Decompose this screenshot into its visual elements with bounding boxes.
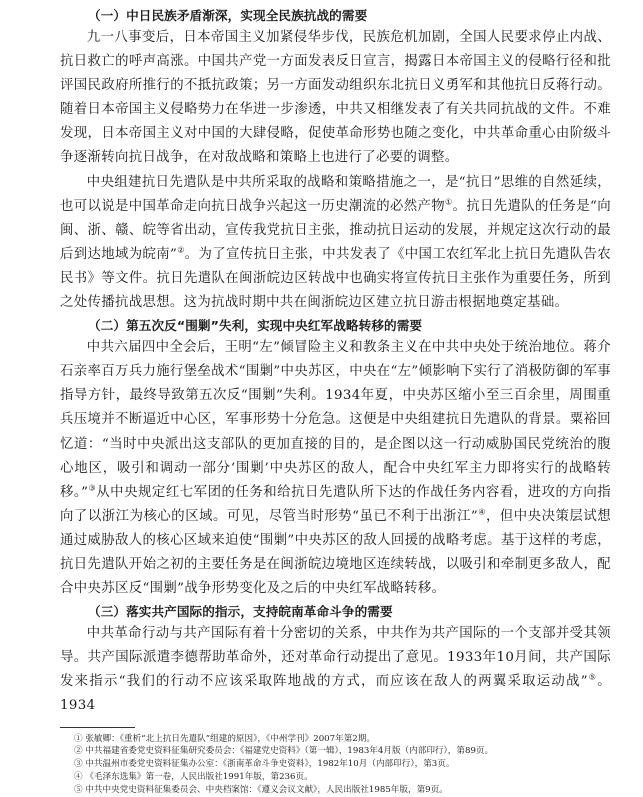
paragraph <box>60 26 611 171</box>
paragraph-text: 中共六届四中全会后，王明“左”倾冒险主义和教条主义在中共中央处于统治地位。蒋介石亲率百万兵力施行堡垒战术“围剿”中央苏区，中央在“左”倾影响下实行了消极防御的军事指导方针，最终导致第五次反“围剿”失利。1934年夏，中央苏区缩小至三百余里，周围重兵压境并不断逼近中心区，军事形势十分危急。这便是中央组建抗日先遣队的背景。粟裕回忆道：“当时中央派出这支部队的更加直接的目的，是企图以这一行动威胁国民党统治的腹心地区，吸引和调动一部分‘围剿’中央苏区的敌人，配合中央红军主力即将实行的战略转移。” <box>60 340 611 500</box>
section-heading-3: （三）落实共产国际的指示，支持皖南革命斗争的需要 <box>88 604 393 620</box>
footnote-mark[interactable]: ② <box>177 245 185 255</box>
paragraph-text: 。抗日先遣队的任务是“向闽、浙、赣、皖等省出动，宣传我党抗日主张，推动抗日运动的发展，并规定这次行动的最后到达地域为皖南” <box>60 198 611 262</box>
paragraph <box>60 622 611 718</box>
section-heading-1: （一）中日民族矛盾渐深，实现全民族抗战的需要 <box>88 8 368 23</box>
footnote-3: ③ 中共温州市委党史资料征集办公室：《浙南革命斗争史资料》，1982年10月（内部印行），第3页。 <box>74 759 455 770</box>
paragraph-text: 。为了宣传抗日主张，中共发表了《中国工农红军北上抗日先遣队告农民书》等文件。抗日先遣队在闽浙皖边区转战中也确实将宣传抗日主张作为重要任务，所到之处传播抗战思想。这为抗战时期中共在闽浙皖边区建立抗日游击根据地奠定基础。 <box>60 246 611 311</box>
paragraph-text: 从中央规定红七军团的任务和给抗日先遣队所下达的作战任务内容看，进攻的方向指向了以浙江为核心的区域。可见，尽管当时形势“虽已不利于出浙江” <box>60 484 612 524</box>
section-heading-2: （二）第五次反“围剿”失利，实现中央红军战略转移的需要 <box>88 318 423 334</box>
footnote-2: ② 中共福建省委党史资料征集研究委员会：《福建党史资料》（第一辑），1983年4月版（内部印行），第89页。 <box>74 746 494 757</box>
footnote-mark[interactable]: ③ <box>88 483 97 493</box>
footnote-divider <box>60 727 135 728</box>
footnote-5: ⑤ 中共中央党史资料征集委员会、中央档案馆：《遵义会议文献》，人民出版社1985年版，第9页。 <box>74 784 448 795</box>
footnote-mark[interactable]: ⑤ <box>587 672 598 682</box>
paragraph <box>60 336 611 601</box>
footnote-mark[interactable]: ① <box>445 197 453 207</box>
paragraph-text: 。1934 <box>60 674 611 714</box>
footnotes <box>60 733 611 797</box>
paragraph <box>60 171 611 316</box>
footnote-mark[interactable]: ④ <box>478 507 486 517</box>
paragraph-text: 中央组建抗日先遣队是中共所采取的战略和策略措施之一，是“抗日”思维的自然延续，也可以说是中国革命走向抗日战争兴起这一历史潮流的必然产物 <box>60 174 611 214</box>
paragraph-text: ，但中央决策层试想通过威胁敌人的核心区域来迫使“围剿”中央苏区的敌人回援的战略考虑。基于这样的考虑，抗日先遣队开始之初的主要任务是在闽浙皖边境地区连续转战，以吸引和牵制更多敌人，配合中央苏区反“围剿”战争形势变化及之后的中央红军战略转移。 <box>60 508 611 597</box>
paragraph-text: 九一八事变后，日本帝国主义加紧侵华步伐，民族危机加剧，全国人民要求停止内战、抗日救亡的呼声高涨。中国共产党一方面发表反日宣言，揭露日本帝国主义的侵略行径和批评国民政府所推行的不抵抗政策；另一方面发动组织东北抗日义勇军和其他抗日反蒋行动。随着日本帝国主义侵略势力在华进一步渗透，中共又相继发表了有关共同抗战的文件。不难发现，日本帝国主义对中国的大肆侵略，促使革命形势也随之变化，中共革命重心由阶级斗争逐渐转向抗日战争，在对敌战略和策略上也进行了必要的调整。 <box>60 30 611 166</box>
paragraph-text: 中共革命行动与共产国际有着十分密切的关系，中共作为共产国际的一个支部并受其领导。共产国际派遣李德帮助革命外，还对革命行动提出了意见。1933年10月间，共产国际发来指示“我们的行动不应该采取阵地战的方式，而应该在敌人的两翼采取运动战” <box>60 626 611 690</box>
footnote-1: ① 张敏卿：《重析“北上抗日先遣队”组建的原因》，《中州学刊》2007年第2期。 <box>74 733 375 744</box>
footnote-4: ④ 《毛泽东选集》第一卷，人民出版社1991年版，第236页。 <box>74 771 313 782</box>
